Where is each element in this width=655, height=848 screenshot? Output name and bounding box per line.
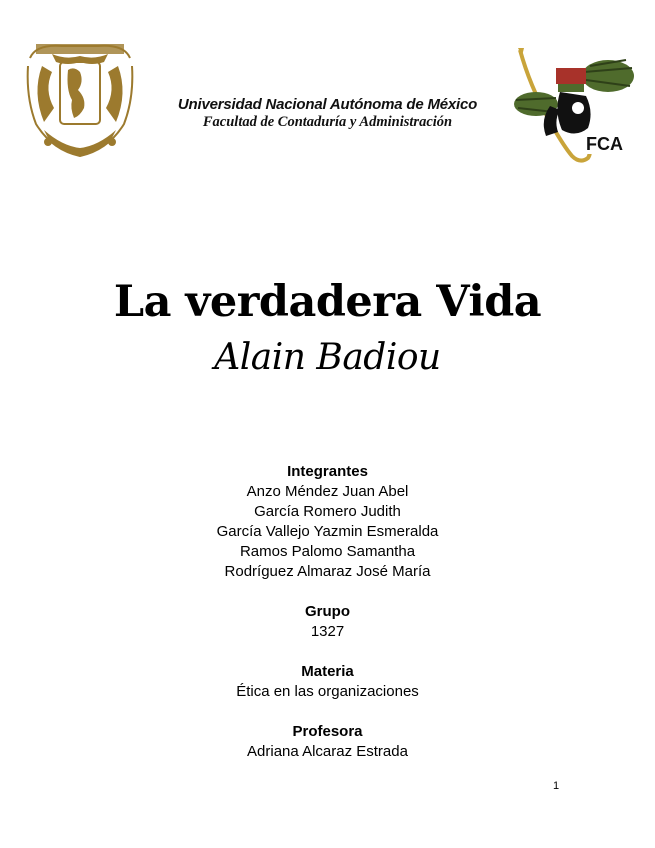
fca-logo bbox=[510, 46, 636, 168]
unam-logo bbox=[22, 38, 138, 160]
materia-heading: Materia bbox=[301, 663, 354, 680]
profesora-heading: Profesora bbox=[292, 723, 363, 740]
member-name: García Vallejo Yazmin Esmeralda bbox=[216, 523, 439, 540]
member-name: García Romero Judith bbox=[254, 503, 401, 520]
integrantes-heading: Integrantes bbox=[287, 463, 368, 480]
member-name: Anzo Méndez Juan Abel bbox=[246, 483, 409, 500]
document-author: Alain Badiou bbox=[214, 337, 441, 378]
institution-header bbox=[150, 96, 505, 131]
university-name: Universidad Nacional Autónoma de México bbox=[177, 96, 478, 113]
grupo-value: 1327 bbox=[310, 623, 345, 640]
unam-escudo-icon bbox=[22, 38, 138, 160]
fca-logo-text: FCA bbox=[586, 134, 623, 154]
page-number: 1 bbox=[553, 780, 560, 792]
profesora-value: Adriana Alcaraz Estrada bbox=[247, 743, 408, 760]
member-name: Ramos Palomo Samantha bbox=[239, 543, 416, 560]
info-block bbox=[0, 462, 655, 762]
document-title: La verdadera Vida bbox=[113, 277, 542, 327]
faculty-name: Facultad de Contaduría y Administración bbox=[202, 114, 453, 130]
materia-value: Ética en las organizaciones bbox=[236, 683, 419, 700]
member-name: Rodríguez Almaraz José María bbox=[224, 563, 431, 580]
grupo-heading: Grupo bbox=[305, 603, 350, 620]
fca-logo-icon bbox=[510, 46, 636, 168]
